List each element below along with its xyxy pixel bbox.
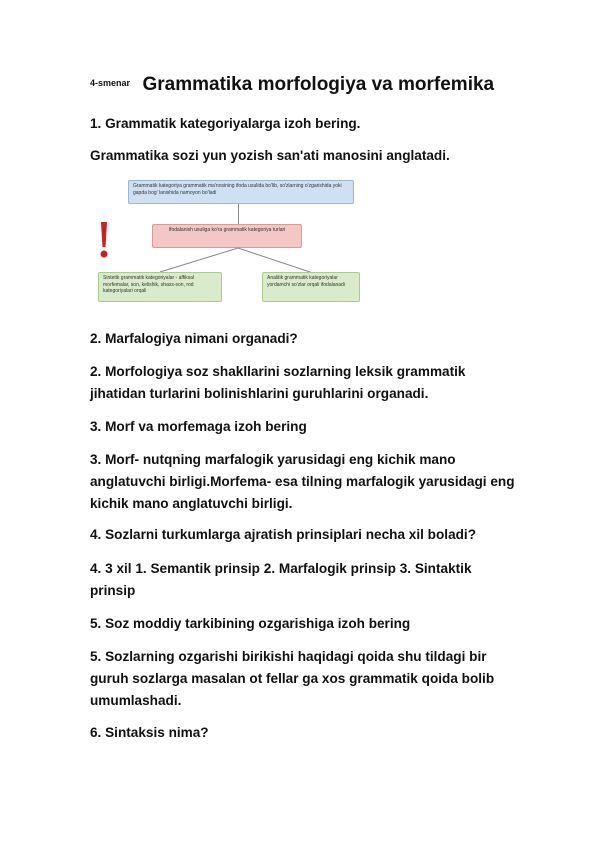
grammar-diagram-image	[90, 176, 360, 310]
heading-label: 4-smenar	[90, 78, 131, 88]
question-1: 1. Grammatik kategoriyalarga izoh bering.	[90, 116, 361, 131]
question-6: 6. Sintaksis nima?	[90, 725, 209, 740]
answer-4: 4. 3 xil 1. Semantik prinsip 2. Marfalogik prinsip 3. Sintaktik prinsip	[90, 561, 472, 598]
answer-2: 2. Morfologiya soz shakllarini sozlarning leksik grammatik jihatidan turlarini bolinishlarini guruhlarini organadi.	[90, 364, 466, 401]
question-3: 3. Morf va morfemaga izoh bering	[90, 419, 307, 434]
diagram-middle-box: Ifodalanish usuliga ko'ra grammatik kategoriya turlari	[152, 224, 302, 248]
answer-3: 3. Morf- nutqning marfalogik yarusidagi eng kichik mano anglatuvchi birligi.Morfema- esa tilning marfalogik yarusidagi eng kichik mano anglatuvchi birligi.	[90, 452, 515, 511]
question-5: 5. Soz moddiy tarkibining ozgarishiga izoh bering	[90, 616, 411, 631]
question-4: 4. Sozlarni turkumlarga ajratish prinsiplari necha xil boladi?	[90, 527, 477, 542]
page-heading	[90, 74, 494, 96]
diagram-top-box: Grammatik kategoriya grammatik ma'nosining ifoda usulida bo'lib, so'zlarning o'zgarishida yoki gapda bog' lanishida namoyon bo'ladi	[128, 180, 354, 204]
diagram-right-box: Analitik grammatik kategoriyalar yordamchi so'zlar orqali ifodalanadi	[262, 272, 360, 302]
answer-5: 5. Sozlarning ozgarishi birikishi haqidagi qoida shu tildagi bir guruh sozlarga masalan ot fellar ga xos grammatik qoida bolib umumlashadi.	[90, 649, 495, 708]
diagram-left-box: Sintetik grammatik kategoriyalar - affiksal morfemalar, son, kelishik, shaxs-son, rod kategoriyalari orqali	[98, 272, 222, 302]
answer-1: Grammatika sozi yun yozish san'ati manosini anglatadi.	[90, 148, 450, 163]
question-2: 2. Marfalogiya nimani organadi?	[90, 331, 298, 346]
page-title: Grammatika morfologiya va morfemika	[142, 74, 495, 95]
